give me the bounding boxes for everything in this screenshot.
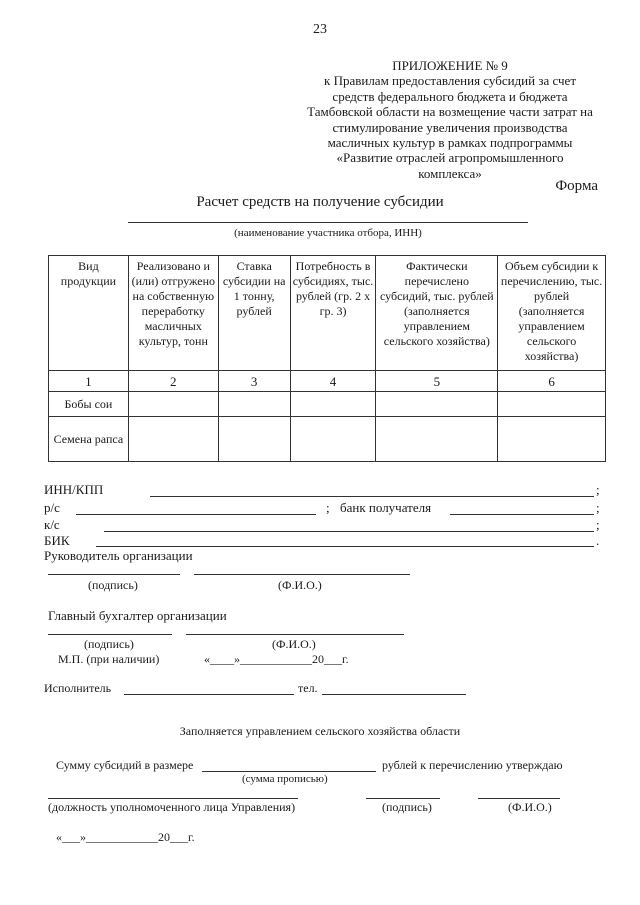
table-cell[interactable] — [128, 417, 218, 462]
participant-name-line[interactable] — [128, 222, 528, 223]
column-number: 5 — [376, 371, 498, 392]
accountant-name-caption: (Ф.И.О.) — [272, 637, 316, 651]
sum-suffix: рублей к перечислению утверждаю — [382, 758, 563, 772]
table-cell[interactable] — [218, 392, 290, 417]
appendix-line: масличных культур в рамках подпрограммы — [327, 135, 573, 151]
row-label-soybeans: Бобы сои — [49, 392, 129, 417]
head-name-caption: (Ф.И.О.) — [278, 578, 322, 592]
accountant-signature-caption: (подпись) — [84, 637, 134, 651]
sum-field[interactable] — [202, 771, 376, 772]
table-header-row — [49, 256, 606, 371]
column-number: 3 — [218, 371, 290, 392]
column-number: 2 — [128, 371, 218, 392]
accountant-signature-line[interactable] — [48, 634, 172, 635]
corr-account-label: к/с — [44, 517, 60, 532]
office-section-title: Заполняется управлением сельского хозяйства области — [179, 724, 461, 738]
appendix-line: средств федерального бюджета и бюджета — [332, 88, 568, 104]
table-cell[interactable] — [290, 392, 376, 417]
position-line[interactable] — [48, 798, 298, 799]
calculation-table — [48, 255, 606, 462]
stamp-label: М.П. (при наличии) — [58, 652, 160, 666]
table-cell[interactable] — [498, 392, 606, 417]
page-number: 23 — [313, 22, 327, 37]
appendix-line: «Развитие отраслей агропромышленного — [336, 150, 564, 166]
column-header: Ставка субсидии на 1 тонну, рублей — [218, 256, 290, 371]
head-signature-caption: (подпись) — [88, 578, 138, 592]
separator: ; — [596, 482, 600, 497]
name-line[interactable] — [478, 798, 560, 799]
document-title: Расчет средств на получение субсидии — [196, 194, 444, 210]
column-number: 6 — [498, 371, 606, 392]
corr-account-field[interactable] — [104, 531, 594, 532]
office-date[interactable]: «___»____________20___г. — [56, 830, 195, 844]
column-number: 1 — [49, 371, 129, 392]
position-caption: (должность уполномоченного лица Управления) — [48, 800, 296, 814]
column-header: Вид продукции — [49, 256, 129, 371]
bank-label: банк получателя — [340, 500, 432, 515]
account-label: р/с — [44, 500, 60, 515]
appendix-title: ПРИЛОЖЕНИЕ № 9 — [392, 58, 508, 73]
bank-field[interactable] — [450, 514, 594, 515]
table-cell[interactable] — [128, 392, 218, 417]
bik-field[interactable] — [96, 546, 594, 547]
head-title: Руководитель организации — [44, 548, 193, 563]
appendix-line: Тамбовской области на возмещение части затрат на — [307, 104, 593, 120]
separator: ; — [326, 500, 330, 515]
appendix-line: стимулирование увеличения производства — [332, 119, 568, 135]
row-label-rapeseed: Семена рапса — [49, 417, 129, 462]
separator: ; — [596, 500, 600, 515]
table-row — [49, 417, 606, 462]
phone-field[interactable] — [322, 694, 466, 695]
column-header: Фактически перечислено субсидий, тыс. рублей (заполняется управлением сельского хозяйства) — [376, 256, 498, 371]
separator: ; — [596, 517, 600, 532]
sum-prefix: Сумму субсидий в размере — [56, 758, 194, 772]
head-name-line[interactable] — [194, 574, 410, 575]
account-field[interactable] — [76, 514, 316, 515]
head-signature-line[interactable] — [48, 574, 180, 575]
appendix-line: комплекса» — [418, 165, 482, 181]
office-name-caption: (Ф.И.О.) — [508, 800, 552, 814]
table-cell[interactable] — [498, 417, 606, 462]
accountant-title: Главный бухгалтер организации — [48, 608, 227, 623]
participant-caption: (наименование участника отбора, ИНН) — [234, 227, 422, 239]
column-header: Объем субсидии к перечислению, тыс. рублей (заполняется управлением сельского хозяйства) — [498, 256, 606, 371]
table-cell[interactable] — [218, 417, 290, 462]
appendix-line: к Правилам предоставления субсидий за счет — [324, 73, 576, 89]
inn-kpp-field[interactable] — [150, 496, 594, 497]
column-number: 4 — [290, 371, 376, 392]
appendix-block — [290, 58, 610, 181]
signature-line[interactable] — [366, 798, 440, 799]
form-label: Форма — [555, 178, 598, 194]
table-row — [49, 392, 606, 417]
column-header: Реализовано и (или) отгружено на собственную переработку масличных культур, тонн — [128, 256, 218, 371]
column-number-row — [49, 371, 606, 392]
column-header: Потребность в субсидиях, тыс. рублей (гр. 2 х гр. 3) — [290, 256, 376, 371]
accountant-date[interactable]: «____»____________20___г. — [204, 652, 349, 666]
table-cell[interactable] — [376, 417, 498, 462]
executor-label: Исполнитель — [44, 681, 112, 695]
accountant-name-line[interactable] — [186, 634, 404, 635]
phone-label: тел. — [298, 681, 318, 695]
table-cell[interactable] — [376, 392, 498, 417]
bik-label: БИК — [44, 533, 70, 548]
sum-caption: (сумма прописью) — [242, 773, 328, 785]
executor-field[interactable] — [124, 694, 294, 695]
inn-kpp-label: ИНН/КПП — [44, 482, 104, 497]
end-mark: . — [596, 533, 600, 548]
office-signature-caption: (подпись) — [382, 800, 432, 814]
table-cell[interactable] — [290, 417, 376, 462]
